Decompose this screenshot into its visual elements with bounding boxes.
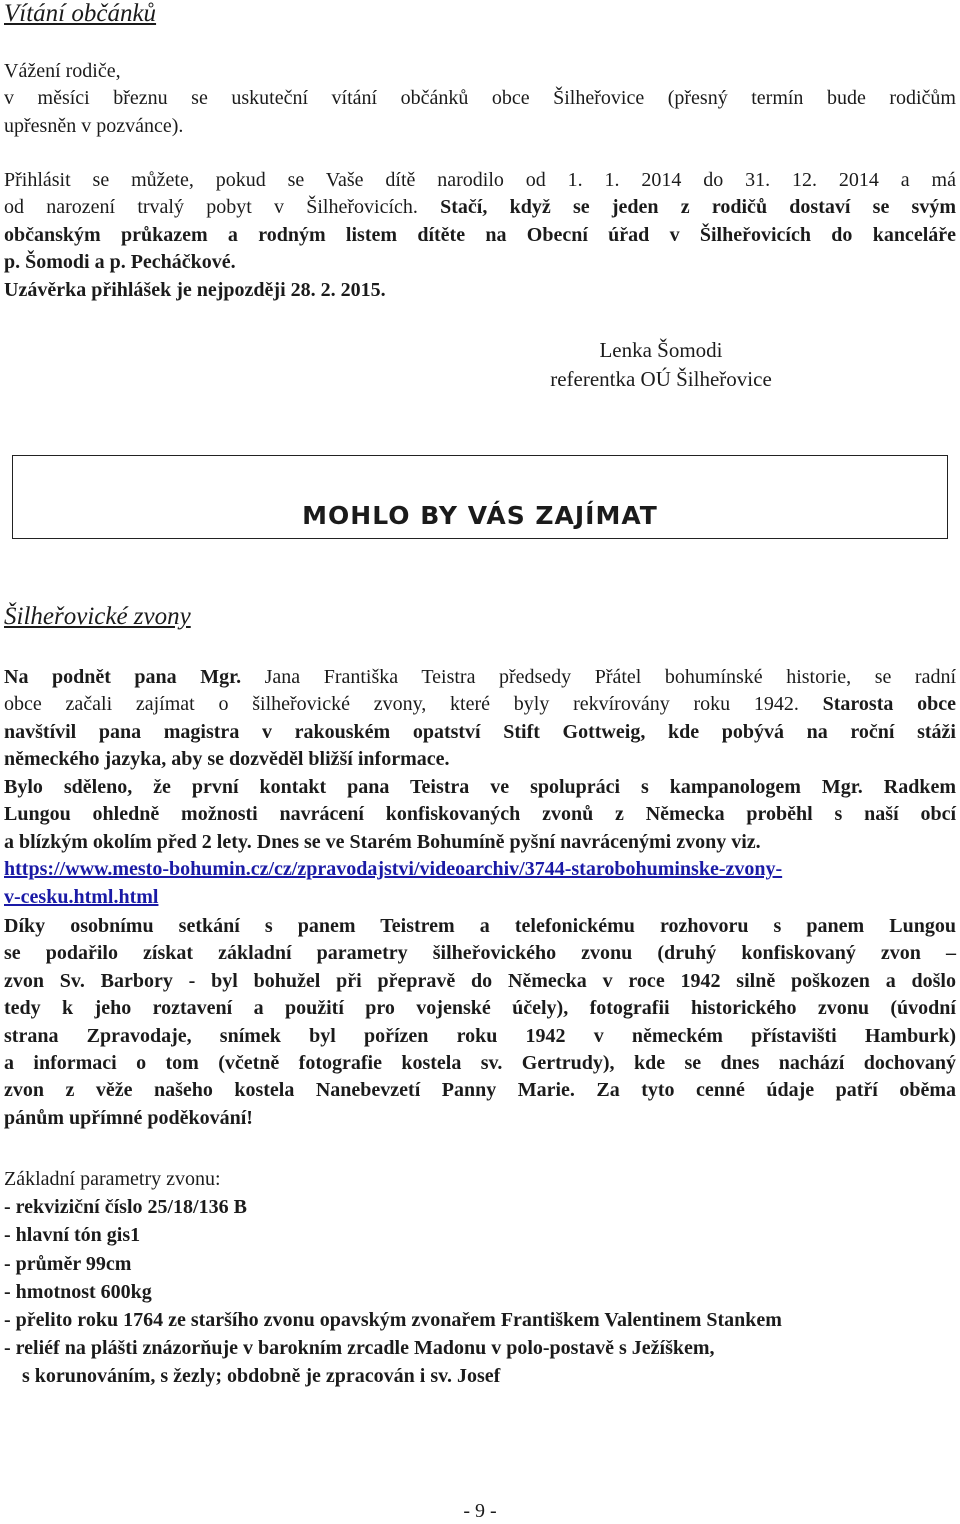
bells-paragraph-1	[4, 664, 956, 774]
video-archive-link[interactable]: https://www.mesto-bohumin.cz/cz/zpravodajstvi/videoarchiv/3744-starobohuminske-zvony-	[4, 858, 783, 881]
parameters-heading: Základní parametry zvonu:	[4, 1168, 221, 1190]
video-archive-link-cont[interactable]: v-cesku.html.html	[4, 885, 159, 908]
page-number: - 9 -	[463, 1500, 497, 1522]
deadline-line: Uzávěrka přihlášek je nejpozději 28. 2. 2015.	[4, 278, 386, 301]
bells-paragraph-2	[4, 774, 956, 911]
paragraph-text: obce začali zajímat o šilheřovické zvony, které byly rekvírovány roku 1942.	[4, 693, 799, 716]
paragraph-text-bold: Starosta obce	[822, 693, 956, 716]
paragraph-line: navštívil pana magistra v rakouském opatství Stift Gottweig, kde pobývá na roční stáži	[4, 720, 956, 743]
paragraph-line	[4, 664, 956, 691]
registration-paragraph	[4, 167, 956, 304]
paragraph-text: Jana Františka Teistra předsedy Přátel bohumínské historie, se radní	[264, 666, 956, 688]
parameter-item: - hmotnost 600kg	[4, 1280, 152, 1303]
paragraph-line: Díky osobnímu setkání s panem Teistrem a telefonickému rozhovoru s panem Lungou	[4, 915, 956, 937]
paragraph-line: zvon z věže našeho kostela Nanebevzetí Panny Marie. Za tyto cenné údaje patří oběma	[4, 1079, 956, 1102]
section-title-zvony: Šilheřovické zvony	[4, 603, 191, 630]
signature-role: referentka OÚ Šilheřovice	[550, 366, 772, 391]
paragraph-line: se podařilo získat základní parametry šilheřovického zvonu (druhý konfiskovaný zvon –	[4, 942, 956, 965]
paragraph-line: a informaci o tom (včetně fotografie kostela sv. Gertrudy), kde se dnes nachází dochovaný	[4, 1052, 956, 1075]
interest-box-heading: MOHLO BY VÁS ZAJÍMAT	[302, 501, 658, 530]
paragraph-line: a blízkým okolím před 2 lety. Dnes se ve Starém Bohumíně pyšní navrácenými zvony viz.	[4, 830, 761, 853]
paragraph-line: p. Šomodi a p. Pecháčkové.	[4, 251, 236, 274]
paragraph-line: Přihlásit se můžete, pokud se Vaše dítě narodilo od 1. 1. 2014 do 31. 12. 2014 a má	[4, 169, 956, 191]
video-archive-link-line[interactable]	[4, 856, 956, 883]
paragraph-line: tedy k jeho roztavení a použití pro vojenské účely), fotografii historického zvonu (úvodní	[4, 997, 956, 1020]
parameter-item: - rekviziční číslo 25/18/136 B	[4, 1196, 247, 1219]
bells-paragraph-3	[4, 913, 956, 1132]
video-archive-link-line[interactable]	[4, 884, 956, 911]
paragraph-text-bold: Na podnět pana Mgr.	[4, 666, 242, 688]
parameter-item: - hlavní tón gis1	[4, 1224, 141, 1247]
interest-box	[12, 455, 948, 539]
parameter-item-continued: s korunováním, s žezly; obdobně je zpracován i sv. Josef	[22, 1365, 501, 1388]
paragraph-line: Bylo sděleno, že první kontakt pana Teistra ve spolupráci s kampanologem Mgr. Radkem	[4, 776, 956, 798]
paragraph-text: od narození trvalý pobyt v Šilheřovicích.	[4, 196, 418, 219]
signature-block	[481, 336, 841, 393]
paragraph-line: strana Zpravodaje, snímek byl pořízen roku 1942 v německém přístavišti Hamburk)	[4, 1024, 956, 1047]
section-title-vitani: Vítání občánků	[4, 0, 157, 27]
greeting: Vážení rodiče,	[4, 60, 121, 82]
paragraph-line	[4, 691, 956, 718]
paragraph-line: Lungou ohledně možnosti navrácení konfiskovaných zvonů z Německa proběhl s naší obcí	[4, 803, 956, 826]
paragraph-text-bold: Stačí, když se jeden z rodičů dostaví se svým	[440, 196, 957, 219]
bell-parameters	[4, 1165, 956, 1391]
paragraph-line: pánům upřímné poděkování!	[4, 1106, 253, 1129]
paragraph-line: zvon Sv. Barbory - byl bohužel při přepravě do Německa v roce 1942 silně poškozen a došlo	[4, 969, 956, 992]
parameter-item: - reliéf na plášti znázorňuje v barokním zrcadle Madonu v polo-postavě s Ježíškem,	[4, 1337, 715, 1360]
paragraph-line: německého jazyka, aby se dozvěděl bližší informace.	[4, 748, 450, 771]
intro-line: v měsíci březnu se uskuteční vítání občánků obce Šilheřovice (přesný termín bude rodičům	[4, 87, 956, 110]
parameter-item: - přelito roku 1764 ze staršího zvonu opavským zvonařem Františkem Valentinem Stankem	[4, 1309, 782, 1332]
signature-name: Lenka Šomodi	[599, 338, 723, 362]
paragraph-line	[4, 194, 956, 221]
intro-line: upřesněn v pozvánce).	[4, 114, 184, 137]
parameter-item: - průměr 99cm	[4, 1252, 132, 1275]
intro-paragraph	[4, 58, 956, 140]
paragraph-line: občanským průkazem a rodným listem dítěte na Obecní úřad v Šilheřovicích do kanceláře	[4, 223, 956, 246]
